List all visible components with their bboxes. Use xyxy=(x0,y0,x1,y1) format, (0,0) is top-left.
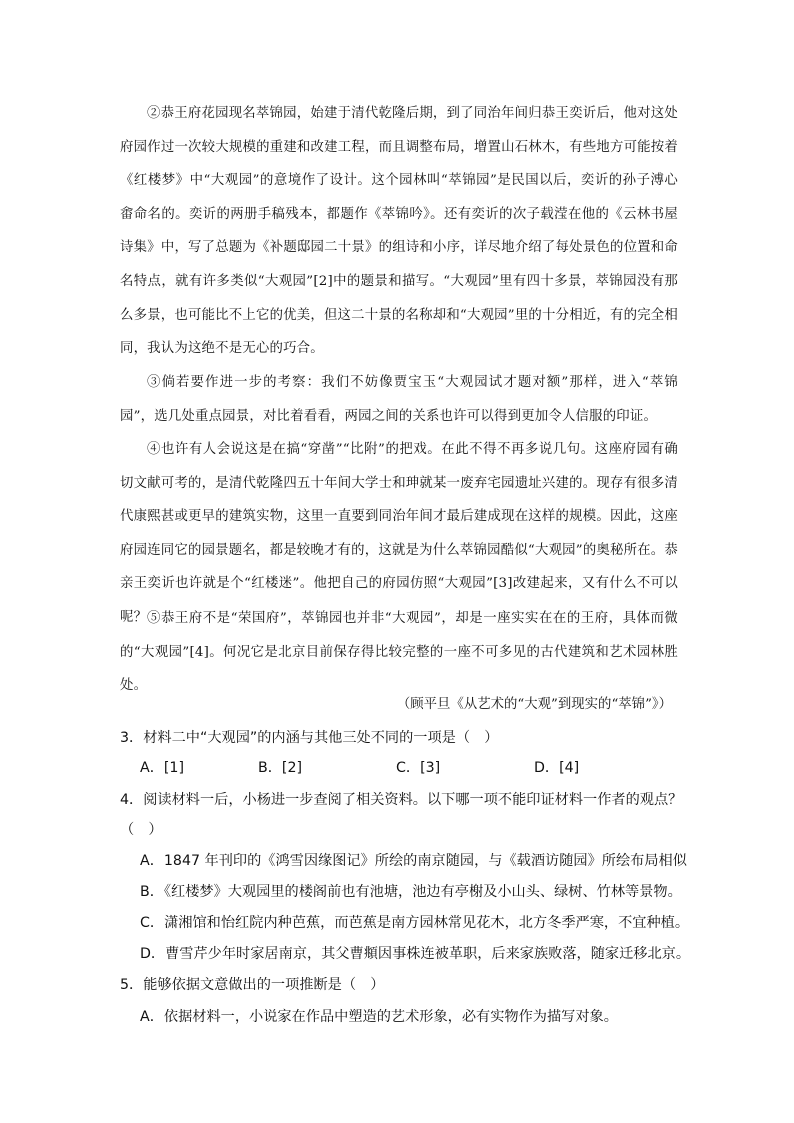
question-3-option-b[interactable]: B．[2] xyxy=(258,760,303,776)
question-4-option-d[interactable]: D．曹雪芹少年时家居南京，其父曹頫因事株连被革职，后来家族败落，随家迁移北京。 xyxy=(140,946,691,962)
passage-paragraph-2: ②恭王府花园现名萃锦园，始建于清代乾隆后期，到了同治年间归恭王奕䜣后，他对这处府园作过一次较大规模的重建和改建工程，而且调整布局，增置山石林木，有些地方可能按着《红楼梦》中“大观园”的意境作了设计。这个园林叫“萃锦园”是民国以后，奕䜣的孙子溥心畬命名的。奕䜣的两册手稿残本，都题作《萃锦吟》。还有奕䜣的次子载滢在他的《云林书屋诗集》中，写了总题为《补题邸园二十景》的组诗和小序，详尽地介绍了每处景色的位置和命名特点，就有许多类似“大观园”[2]中的题景和描写。“大观园”里有四十多景，萃锦园没有那么多景，也可能比不上它的优美，但这二十景的名称却和“大观园”里的十分相近，有的完全相同，我认为这绝不是无心的巧合。 xyxy=(120,106,678,357)
question-3-option-c[interactable]: C．[3] xyxy=(396,760,441,776)
question-4-option-c[interactable]: C．潇湘馆和怡红院内种芭蕉，而芭蕉是南方园林常见花木，北方冬季严寒，不宜种植。 xyxy=(140,915,690,931)
passage-paragraph-4: ④也许有人会说这是在搞“穿凿”“比附”的把戏。在此不得不再多说几句。这座府园有确切文献可考的，是清代乾隆四五十年间大学士和珅就某一废弃宅园遗址兴建的。现存有很多清代康熙甚或更早的建筑实物，这里一直要到同治年间才最后建成现在这样的规模。因此，这座府园连同它的园景题名，都是较晚才有的，这就是为什么萃锦园酷似“大观园”的奥秘所在。恭亲王奕䜣也许就是个“红楼迷”。他把自己的府园仿照“大观园”[3]改建起来，又有什么不可以呢？ xyxy=(120,442,678,625)
question-3-stem: 3．材料二中“大观园”的内涵与其他三处不同的一项是（ ） xyxy=(120,730,499,746)
question-5-stem: 5．能够依据文意做出的一项推断是（ ） xyxy=(120,977,385,993)
passage-source: （顾平旦《从艺术的“大观”到现实的“萃锦”》） xyxy=(396,697,672,712)
question-4-option-b[interactable]: B．《红楼梦》大观园里的楼阁前也有池塘，池边有亭榭及小山头、绿树、竹林等景物。 xyxy=(140,884,682,900)
passage-paragraph-3: ③倘若要作进一步的考察：我们不妨像贾宝玉“大观园试才题对额”那样，进入“萃锦园”，选几处重点园景，对比着看看，两园之间的关系也许可以得到更加令人信服的印证。 xyxy=(120,375,678,424)
question-5-option-a[interactable]: A．依据材料一，小说家在作品中塑造的艺术形象，必有实物作为描写对象。 xyxy=(140,1009,618,1025)
passage-paragraph-5: ⑤恭王府不是“荣国府”，萃锦园也并非“大观园”，却是一座实实在在的王府，具体而微的“大观园”[4]。何况它是北京目前保存得比较完整的一座不可多见的古代建筑和艺术园林胜处。 xyxy=(120,611,678,694)
question-4-stem: 4．阅读材料一后，小杨进一步查阅了相关资料。以下哪一项不能印证材料一作者的观点？（ ） xyxy=(120,792,683,838)
question-3-option-a[interactable]: A．[1] xyxy=(140,760,184,776)
question-4-option-a[interactable]: A．1847 年刊印的《鸿雪因缘图记》所绘的南京随园，与《载酒访随园》所绘布局相似 xyxy=(140,853,687,869)
question-3-option-d[interactable]: D．[4] xyxy=(534,760,580,776)
